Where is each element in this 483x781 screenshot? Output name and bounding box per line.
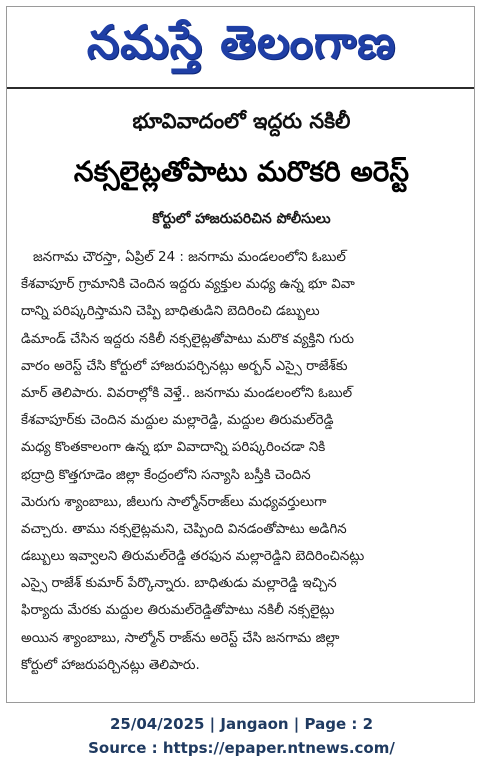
article-headline: నక్సలైట్లతోపాటు మరొకరి అరెస్ట్ [73, 155, 410, 188]
body-line: మధ్య కొంతకాలంగా ఉన్న భూ వివాదాన్ని పరిష్కరించడా నికి [21, 440, 326, 456]
newspaper-clipping [6, 6, 475, 703]
article-body [21, 244, 461, 679]
article-subhead: కోర్టులో హాజరుపరిచిన పోలీసులు [152, 211, 331, 227]
body-line: ఎస్సై రాజేశ్ కుమార్ పేర్కొన్నారు. బాధితుడు మల్లారెడ్డి ఇచ్చిన [21, 576, 337, 592]
article-kicker: భూవివాదంలో ఇద్దరు నకిలీ [132, 109, 351, 133]
body-line: ఫిర్యాదు మేరకు మద్దుల తిరుమల్‌రెడ్డితోపాటు నకిలీ నక్సలైట్లు [21, 603, 335, 619]
body-line: అయిన శ్యాంబాబు, సాల్మోన్ రాజ్‌ను అరెస్ట్ చేసి జనగామ జిల్లా [21, 630, 340, 646]
body-line: డిమాండ్ చేసిన ఇద్దరు నకిలీ నక్సలైట్లతోపాటు మరొక వ్యక్తిని గురు [21, 331, 355, 347]
masthead-divider [7, 87, 475, 89]
body-line: మెరుగు శ్యాంబాబు, జీలుగు సాల్మోన్‌రాజ్‌లు మధ్యవర్తులుగా [21, 494, 327, 510]
body-line: కోర్టులో హాజరుపర్చినట్లు తెలిపారు. [21, 657, 200, 673]
body-line: డబ్బులు ఇవ్వాలని తిరుమల్‌రెడ్డి తరఫున మల్లారెడ్డిని బెదిరించినట్లు [21, 549, 365, 565]
body-line: భద్రాద్రి కొత్తగూడెం జిల్లా కేంద్రంలోని సన్యాసి బస్తీకి చెందిన [21, 467, 311, 483]
body-line: దాన్ని పరిష్కరిస్తామని చెప్పి బాధితుడిని బెదిరించి డబ్బులు [21, 304, 320, 320]
body-line: వచ్చారు. తాము నక్సలైట్లమని, చెప్పింది వినడంతోపాటు అడిగిన [21, 521, 347, 537]
edition-info: 25/04/2025 | Jangaon | Page : 2 [109, 715, 374, 733]
body-line: జనగామ చౌరస్తా, ఏప్రిల్ 24 : జనగామ మండలంలోని ఓబుల్ [33, 250, 346, 265]
body-line: వారం అరెస్ట్ చేసి కోర్టులో హాజరుపర్చినట్లు అర్బన్ ఎస్సై రాజేశ్‌కు [21, 358, 348, 374]
source-link[interactable]: Source : https://epaper.ntnews.com/ [88, 739, 395, 757]
body-line: కేశవాపూర్‌కు చెందిన మద్దుల మల్లారెడ్డి, మద్దుల తిరుమల్‌రెడ్డి [21, 413, 334, 429]
body-line: మార్ తెలిపారు. వివరాల్లోకి వెళ్తే.. జనగామ మండలంలోని ఓబుల్ [21, 385, 353, 401]
masthead-title: నమస్తే తెలంగాణ [86, 15, 397, 69]
body-line: కేశవాపూర్ గ్రామానికి చెందిన ఇద్దరు వ్యక్తుల మధ్య ఉన్న భూ వివా [21, 277, 355, 293]
